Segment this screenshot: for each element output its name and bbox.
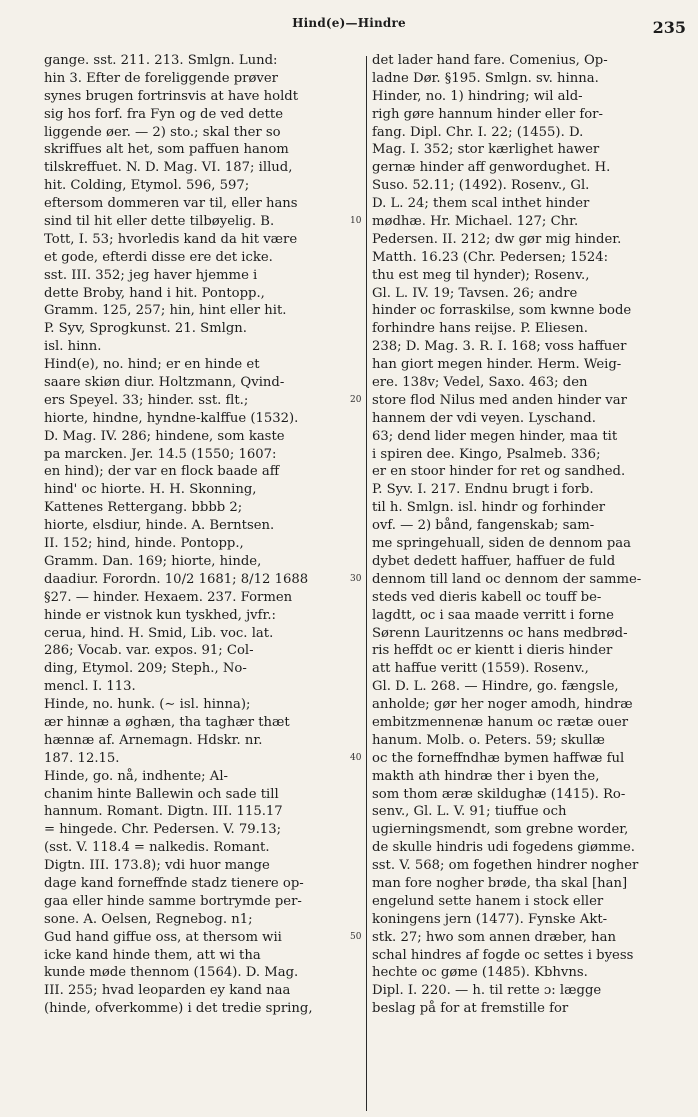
line-text: 238; D. Mag. 3. R. I. 168; voss haffuer (372, 339, 627, 355)
text-line (372, 159, 690, 177)
line-text: hinde er vistnok kun tyskhed, jvfr.: (44, 607, 277, 623)
line-text: man fore nogher brøde, tha skal [han] (372, 875, 628, 891)
line-text: senv., Gl. L. V. 91; tiuffue och (372, 804, 567, 820)
text-line (44, 446, 360, 464)
left-column (44, 52, 360, 1018)
line-text: hanum. Molb. o. Peters. 59; skullæ (372, 732, 605, 748)
text-line (44, 70, 360, 88)
line-text: sone. A. Oelsen, Regnebog. n1; (44, 911, 253, 927)
text-line (44, 535, 360, 553)
line-text: makth ath hindræ ther i byen the, (372, 768, 600, 784)
text-line (44, 195, 360, 213)
text-line (44, 88, 360, 106)
text-line (44, 929, 360, 947)
line-text: dennom till land oc dennom der samme- (372, 571, 642, 587)
line-text: Digtn. III. 173.8); vdi huor mange (44, 858, 270, 874)
line-text: anholde; gør her noger amodh, hindræ (372, 697, 633, 713)
line-text: hænnæ af. Arnemagn. Hdskr. nr. (44, 732, 263, 748)
line-text: ers Speyel. 33; hinder. sst. flt.; (44, 392, 249, 408)
line-text: isl. hinn. (44, 339, 102, 355)
line-text: han giort megen hinder. Herm. Weig- (372, 357, 622, 373)
text-line (44, 320, 360, 338)
line-text: Gud hand giffue oss, at thersom wii (44, 929, 282, 945)
line-text: fang. Dipl. Chr. I. 22; (1455). D. (372, 124, 584, 140)
line-text: til h. Smlgn. isl. hindr og forhinder (372, 500, 606, 516)
line-text: Sørenn Lauritzenns oc hans medbrød- (372, 625, 628, 641)
line-text: 187. 12.15. (44, 750, 120, 766)
text-line (44, 106, 360, 124)
line-text: stk. 27; hwo som annen dræber, han (372, 929, 616, 945)
text-line (372, 231, 690, 249)
line-text: P. Syv. I. 217. Endnu brugt i forb. (372, 482, 594, 498)
text-line (372, 982, 690, 1000)
line-text: i spiren dee. Kingo, Psalmeb. 336; (372, 446, 601, 462)
running-head: Hind(e)—Hindre (292, 16, 406, 30)
text-line (44, 660, 360, 678)
line-text: P. Syv, Sprogkunst. 21. Smlgn. (44, 321, 247, 337)
line-text: koningens jern (1477). Fynske Akt- (372, 911, 608, 927)
line-text: gernæ hinder aff genwordughet. H. (372, 160, 611, 176)
line-text: et gode, efterdi disse ere det icke. (44, 249, 273, 265)
line-text: liggende øer. — 2) sto.; skal ther so (44, 124, 281, 140)
line-text: dette Broby, hand i hit. Pontopp., (44, 285, 265, 301)
line-text: eftersom dommeren var til, eller hans (44, 196, 298, 212)
line-text: 286; Vocab. var. expos. 91; Col- (44, 643, 254, 659)
line-text: skriffues alt het, som paffuen hanom (44, 142, 289, 158)
text-line (44, 786, 360, 804)
text-line (44, 839, 360, 857)
line-text: Hinde, go. nå, indhente; Al- (44, 768, 228, 784)
text-line (372, 947, 690, 965)
text-line (44, 285, 360, 303)
text-line (44, 410, 360, 428)
line-text: Tott, I. 53; hvorledis kand da hit være (44, 231, 298, 247)
text-line (372, 446, 690, 464)
line-number: 20 (350, 394, 362, 405)
text-line (372, 786, 690, 804)
line-text: Gramm. 125, 257; hin, hint eller hit. (44, 303, 287, 319)
text-line (44, 1000, 360, 1018)
line-text: kunde møde thennom (1564). D. Mag. (44, 965, 299, 981)
line-text: sind til hit eller dette tilbøyelig. B. (44, 214, 275, 230)
text-line (44, 696, 360, 714)
line-text: ugierningsmendt, som grebne worder, (372, 822, 629, 838)
line-text: Hinder, no. 1) hindring; wil ald- (372, 88, 583, 104)
line-text: D. Mag. IV. 286; hindene, som kaste (44, 428, 285, 444)
line-text: forhindre hans reijse. P. Eliesen. (372, 321, 588, 337)
page-header (0, 0, 698, 40)
text-line (372, 195, 690, 213)
line-text: ere. 138v; Vedel, Saxo. 463; den (372, 375, 588, 391)
text-line (44, 499, 360, 517)
text-line (372, 589, 690, 607)
text-line (44, 875, 360, 893)
text-line (372, 553, 690, 571)
line-text: er en stoor hinder for ret og sandhed. (372, 464, 626, 480)
text-line (372, 678, 690, 696)
text-line (44, 517, 360, 535)
text-line (372, 302, 690, 320)
text-line (372, 517, 690, 535)
text-line (44, 893, 360, 911)
line-text: embitzmennenæ hanum oc rætæ ouer (372, 714, 629, 730)
line-text: ris heffdt oc er kientt i dieris hinder (372, 643, 613, 659)
text-line (372, 625, 690, 643)
line-text: sig hos forf. fra Fyn og de ved dette (44, 106, 284, 122)
text-line (44, 750, 360, 768)
line-text: store flod Nilus med anden hinder var (372, 392, 627, 408)
text-line (44, 714, 360, 732)
line-text: III. 255; hvad leoparden ey kand naa (44, 983, 291, 999)
line-text: tilskreffuet. N. D. Mag. VI. 187; illud, (44, 160, 293, 176)
text-line (44, 553, 360, 571)
text-line (44, 124, 360, 142)
text-line (372, 875, 690, 893)
line-text: righ gøre hannum hinder eller for- (372, 106, 603, 122)
text-line (372, 821, 690, 839)
line-text: me springehuall, siden de dennom paa (372, 536, 632, 552)
text-line (44, 589, 360, 607)
line-text: Gl. L. IV. 19; Tavsen. 26; andre (372, 285, 578, 301)
text-line (44, 768, 360, 786)
text-line (372, 410, 690, 428)
text-line (44, 428, 360, 446)
text-line (44, 571, 360, 589)
line-text: hannum. Romant. Digtn. III. 115.17 (44, 804, 283, 820)
line-text: §27. — hinder. Hexaem. 237. Formen (44, 589, 293, 605)
text-line (44, 302, 360, 320)
text-line (372, 535, 690, 553)
line-text: hit. Colding, Etymol. 596, 597; (44, 178, 250, 194)
text-line (44, 821, 360, 839)
line-text: Pedersen. II. 212; dw gør mig hinder. (372, 231, 622, 247)
text-line (372, 964, 690, 982)
text-line (44, 141, 360, 159)
text-line (44, 857, 360, 875)
text-line (44, 231, 360, 249)
line-text: ær hinnæ a øghæn, tha taghær thæt (44, 714, 290, 730)
text-line (44, 642, 360, 660)
line-text: engelund sette hanem i stock eller (372, 893, 604, 909)
text-line (372, 911, 690, 929)
line-text: Hinde, no. hunk. (∼ isl. hinna); (44, 697, 251, 713)
text-line (372, 177, 690, 195)
line-number: 50 (350, 931, 362, 942)
line-text: hiorte, elsdiur, hinde. A. Berntsen. (44, 518, 275, 534)
line-text: steds ved dieris kabell oc touff be- (372, 589, 602, 605)
text-line (44, 911, 360, 929)
line-text: gaa eller hinde samme bortrymde per- (44, 893, 302, 909)
line-text: saare skiøn diur. Holtzmann, Qvind- (44, 375, 285, 391)
text-line (372, 696, 690, 714)
line-text: chanim hinte Ballewin och sade till (44, 786, 279, 802)
text-line (350, 750, 690, 768)
text-line (372, 267, 690, 285)
line-text: mencl. I. 113. (44, 679, 136, 695)
text-line (44, 249, 360, 267)
text-line (372, 481, 690, 499)
line-text: Kattenes Rettergang. bbbb 2; (44, 500, 243, 516)
line-number: 10 (350, 216, 362, 227)
text-line (44, 947, 360, 965)
line-text: icke kand hinde them, att wi tha (44, 947, 261, 963)
line-text: Mag. I. 352; stor kærlighet hawer (372, 142, 600, 158)
line-text: 63; dend lider megen hinder, maa tit (372, 428, 618, 444)
text-line (44, 607, 360, 625)
text-line (44, 338, 360, 356)
text-line (372, 839, 690, 857)
text-line (372, 732, 690, 750)
line-text: hechte oc gøme (1485). Kbhvns. (372, 965, 588, 981)
text-line (372, 857, 690, 875)
text-line (44, 392, 360, 410)
line-text: thu est meg til hynder); Rosenv., (372, 267, 590, 283)
text-line (372, 356, 690, 374)
text-line (44, 982, 360, 1000)
line-text: oc the forneffndhæ bymen haffwæ ful (372, 750, 625, 766)
text-line (350, 392, 690, 410)
line-text: ding, Etymol. 209; Steph., No- (44, 661, 247, 677)
text-line (372, 1000, 690, 1018)
line-number: 30 (350, 573, 362, 584)
line-text: synes brugen fortrinsvis at have holdt (44, 88, 299, 104)
line-text: lagdtt, oc i saa maade verritt i forne (372, 607, 614, 623)
text-line (372, 642, 690, 660)
line-text: beslag på for at fremstille for (372, 1001, 569, 1017)
line-text: hinder oc forraskilse, som kwnne bode (372, 303, 632, 319)
text-line (44, 159, 360, 177)
line-text: hind' oc hiorte. H. H. Skonning, (44, 482, 257, 498)
line-text: II. 152; hind, hinde. Pontopp., (44, 536, 244, 552)
text-line (350, 213, 690, 231)
text-line (44, 177, 360, 195)
line-text: en hind); der var en flock baade aff (44, 464, 280, 480)
text-line (372, 124, 690, 142)
text-line (372, 660, 690, 678)
line-text: Matth. 16.23 (Chr. Pedersen; 1524: (372, 249, 609, 265)
line-text: ladne Dør. §195. Smlgn. sv. hinna. (372, 70, 599, 86)
text-line (44, 213, 360, 231)
text-line (44, 803, 360, 821)
line-text: (sst. V. 118.4 = nalkedis. Romant. (44, 840, 270, 856)
line-text: hin 3. Efter de foreliggende prøver (44, 70, 278, 86)
text-line (372, 320, 690, 338)
line-text: schal hindres af fogde oc settes i byess (372, 947, 634, 963)
line-text: dybet dedett haffuer, haffuer de fuld (372, 553, 616, 569)
text-line (372, 88, 690, 106)
text-line (372, 803, 690, 821)
line-text: Gramm. Dan. 169; hiorte, hinde, (44, 553, 262, 569)
line-text: Suso. 52.11; (1492). Rosenv., Gl. (372, 178, 590, 194)
text-line (44, 463, 360, 481)
line-text: pa marcken. Jer. 14.5 (1550; 1607: (44, 446, 277, 462)
line-number: 40 (350, 752, 362, 763)
text-line (372, 374, 690, 392)
text-line (372, 141, 690, 159)
text-line (44, 356, 360, 374)
line-text: sst. III. 352; jeg haver hjemme i (44, 267, 258, 283)
page-number: 235 (652, 18, 686, 37)
right-column (350, 52, 690, 1018)
text-line (372, 428, 690, 446)
line-text: cerua, hind. H. Smid, Lib. voc. lat. (44, 625, 274, 641)
text-line (372, 768, 690, 786)
text-line (372, 285, 690, 303)
line-text: dage kand forneffnde stadz tienere op- (44, 875, 304, 891)
text-line (372, 106, 690, 124)
line-text: mødhæ. Hr. Michael. 127; Chr. (372, 214, 579, 230)
text-line (372, 338, 690, 356)
text-line (372, 52, 690, 70)
line-text: hannem der vdi veyen. Lyschand. (372, 410, 596, 426)
text-line (44, 374, 360, 392)
line-text: det lader hand fare. Comenius, Op- (372, 53, 608, 68)
text-line (44, 732, 360, 750)
line-text: Dipl. I. 220. — h. til rette ɔ: lægge (372, 983, 602, 999)
text-line (350, 929, 690, 947)
text-line (44, 481, 360, 499)
text-line (44, 267, 360, 285)
text-line (372, 607, 690, 625)
text-line (44, 52, 360, 70)
line-text: daadiur. Forordn. 10/2 1681; 8/12 1688 (44, 571, 309, 587)
line-text: = hingede. Chr. Pedersen. V. 79.13; (44, 822, 282, 838)
line-text: ovf. — 2) bånd, fangenskab; sam- (372, 518, 595, 534)
line-text: att haffue veritt (1559). Rosenv., (372, 661, 589, 677)
line-text: sst. V. 568; om fogethen hindrer nogher (372, 858, 639, 874)
line-text: gange. sst. 211. 213. Smlgn. Lund: (44, 53, 278, 68)
text-line (372, 70, 690, 88)
text-line (372, 463, 690, 481)
text-line (372, 249, 690, 267)
text-line (44, 678, 360, 696)
column-divider (366, 56, 367, 1111)
text-line (372, 714, 690, 732)
line-text: (hinde, ofverkomme) i det tredie spring, (44, 1001, 313, 1017)
line-text: som thom æræ skildughæ (1415). Ro- (372, 786, 626, 802)
line-text: hiorte, hindne, hyndne-kalffue (1532). (44, 410, 299, 426)
text-line (44, 964, 360, 982)
line-text: de skulle hindris udi fogedens giømme. (372, 840, 635, 856)
line-text: Hind(e), no. hind; er en hinde et (44, 357, 260, 373)
line-text: Gl. D. L. 268. — Hindre, go. fængsle, (372, 679, 619, 695)
text-line (350, 571, 690, 589)
text-line (372, 499, 690, 517)
text-line (372, 893, 690, 911)
text-line (44, 625, 360, 643)
line-text: D. L. 24; them scal inthet hinder (372, 196, 590, 212)
